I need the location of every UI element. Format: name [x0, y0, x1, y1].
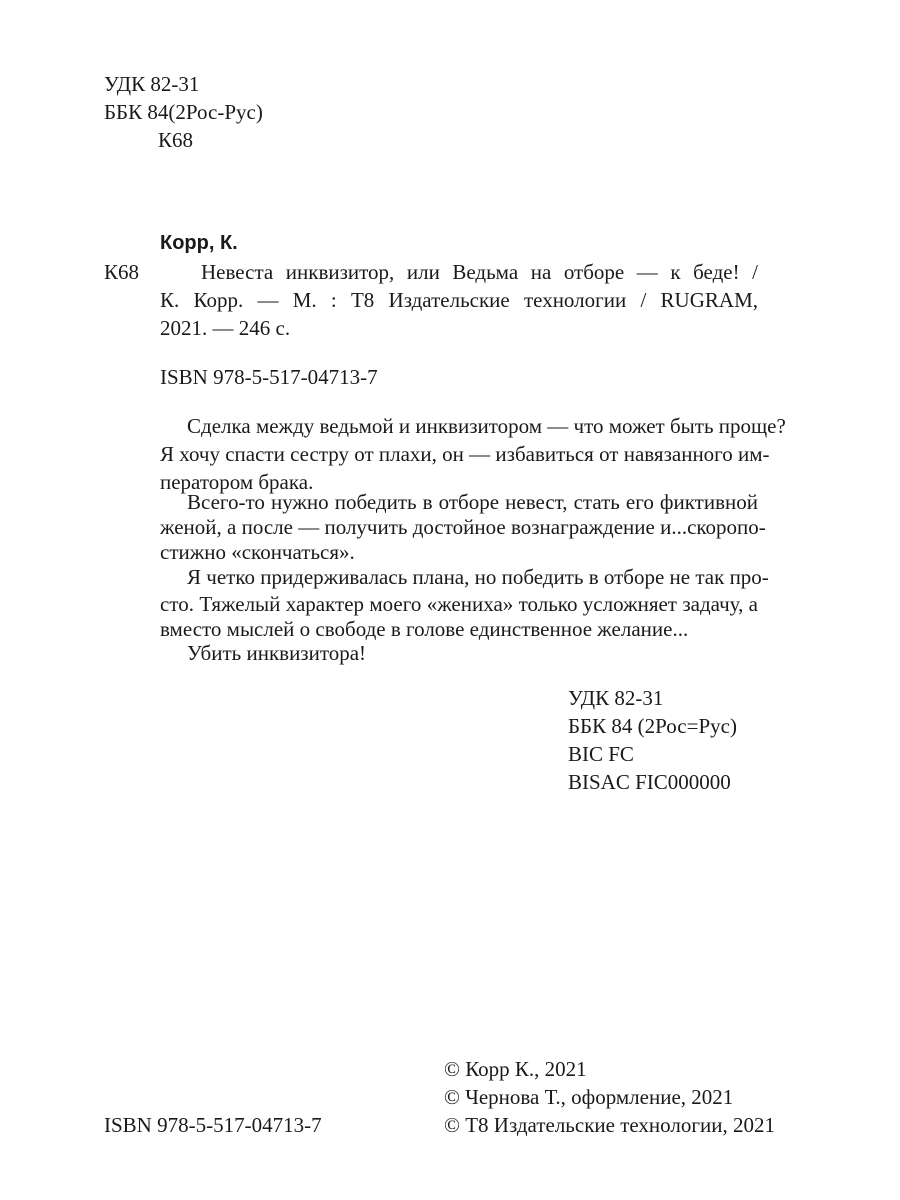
annotation-line: женой, а после — получить достойное вознаграждение и...скоропо-: [160, 515, 766, 539]
copyright-design: © Чернова Т., оформление, 2021: [444, 1085, 734, 1109]
copyright-publisher: © Т8 Издательские технологии, 2021: [444, 1113, 775, 1137]
annotation-line: вместо мыслей о свободе в голове единственное желание...: [160, 617, 689, 641]
isbn-footer: ISBN 978-5-517-04713-7: [104, 1113, 322, 1137]
author-mark-top: К68: [158, 128, 194, 152]
copyright-author: © Корр К., 2021: [444, 1057, 587, 1081]
annotation-line: Я четко придерживалась плана, но победить в отборе не так про-: [187, 565, 769, 589]
annotation-line: Сделка между ведьмой и инквизитором — что может быть проще?: [187, 414, 786, 438]
author-mark-entry: К68: [104, 260, 140, 284]
book-title-line-1: Невеста инквизитор, или Ведьма на отборе — к беде! /: [201, 260, 758, 284]
isbn-entry: ISBN 978-5-517-04713-7: [160, 365, 378, 389]
book-title-line-2: К. Корр. — М. : Т8 Издательские технологии / RUGRAM,: [160, 288, 758, 312]
annotation-line: стижно «скончаться».: [160, 540, 355, 564]
annotation-line: сто. Тяжелый характер моего «жениха» только усложняет задачу, а: [160, 592, 758, 616]
annotation-line: Всего-то нужно победить в отборе невест, стать его фиктивной: [187, 490, 758, 514]
annotation-line: Я хочу спасти сестру от плахи, он — избавиться от навязанного им-: [160, 442, 770, 466]
annotation-line: Убить инквизитора!: [187, 641, 367, 665]
bbk-code-top: ББК 84(2Рос-Рус): [104, 100, 263, 124]
bic-code: BIC FC: [568, 742, 634, 766]
udk-code-block: УДК 82-31: [568, 686, 664, 710]
author-name: Корр, К.: [160, 232, 238, 254]
bbk-code-block: ББК 84 (2Рос=Рус): [568, 714, 737, 738]
book-title-line-3: 2021. — 246 с.: [160, 316, 291, 340]
bisac-code: BISAC FIC000000: [568, 770, 731, 794]
udk-code-top: УДК 82-31: [104, 72, 200, 96]
annotation-line: ператором брака.: [160, 470, 314, 494]
